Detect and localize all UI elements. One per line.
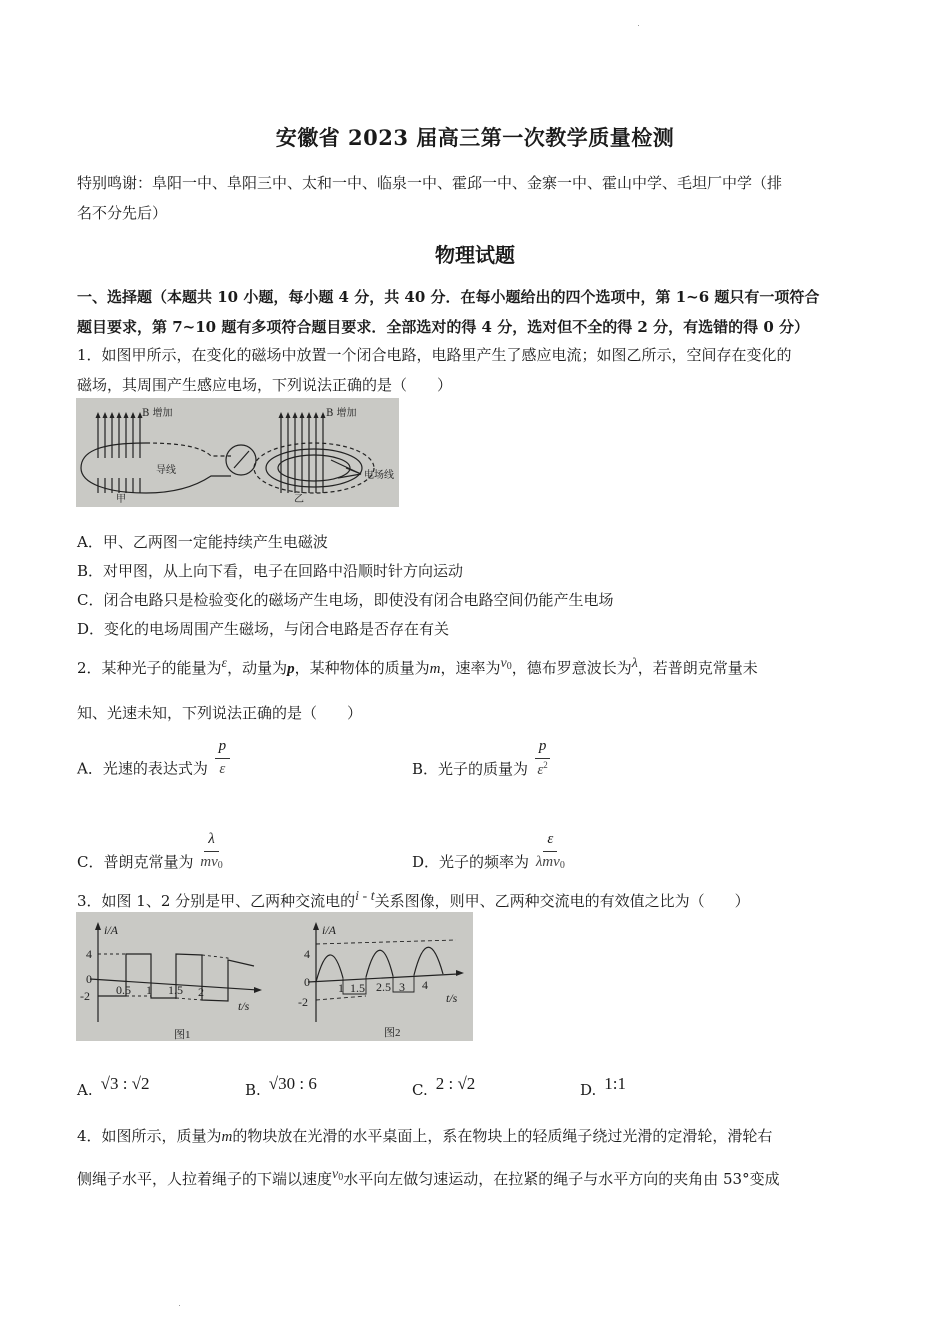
fig1-xtick: 1.5: [168, 983, 183, 997]
exam-title: 安徽省 2023 届高三第一次教学质量检测: [275, 125, 675, 150]
fig1-ytick: 4: [86, 947, 92, 961]
q1-option-b: B．对甲图，从上向下看，电子在回路中沿顺时针方向运动: [77, 562, 464, 580]
q2-option-b: [412, 738, 550, 790]
option-label: B.: [245, 1081, 261, 1099]
q3-stem: [77, 889, 750, 911]
option-label: C.: [412, 1081, 428, 1099]
q3-figure: [76, 912, 473, 1041]
q2-text: ，速率为: [440, 659, 501, 677]
option-label: A.: [77, 1081, 93, 1099]
fig2-xlabel: t/s: [446, 991, 458, 1005]
numerator: ε: [543, 831, 557, 852]
v0-subscript: 0: [506, 661, 512, 672]
fraction: [535, 738, 551, 778]
q2-text: ，某种物体的质量为: [294, 659, 430, 677]
q4-text: 水平向左做匀速运动，在拉紧的绳子与水平方向的夹角由 53°变成: [343, 1170, 780, 1188]
q3-text: 关系图像，则甲、乙两种交流电的有效值之比为（ ）: [374, 892, 750, 910]
option-label: B．光子的质量为: [412, 760, 529, 778]
fraction: [215, 738, 231, 777]
q2-option-d: [412, 831, 565, 883]
numerator: p: [535, 738, 551, 759]
fig1-xlabel: t/s: [238, 999, 250, 1013]
option-value: √3 : √2: [100, 1074, 150, 1093]
option-label: A．光速的表达式为: [77, 759, 208, 778]
fig2-ytick: 0: [304, 975, 310, 989]
fig1-xtick: 1: [146, 983, 152, 997]
denominator: [537, 759, 547, 779]
option-label: D.: [580, 1081, 597, 1099]
v0-subscript: 0: [338, 1172, 344, 1183]
fig2-xtick: 1: [338, 981, 344, 995]
fig2-ytick: 4: [304, 947, 310, 961]
fig-wire-label: 导线: [156, 465, 176, 476]
q2-stem-line-1: [77, 656, 758, 678]
q2-stem-line-2: 知、光速未知，下列说法正确的是（ ）: [77, 704, 363, 722]
fig2-xtick: 1.5: [350, 981, 365, 995]
page-mark-bottom: [179, 1305, 180, 1306]
section-instructions-line-1: 一、选择题（本题共 10 小题，每小题 4 分，共 40 分．在每小题给出的四个选项中，第 1~6 题只有一项符合: [77, 288, 820, 306]
i-t-symbol: i - t: [355, 889, 375, 904]
epsilon-symbol: ε: [221, 656, 228, 671]
p-symbol: p: [287, 661, 295, 677]
q1-figure: [76, 398, 399, 507]
lambda-symbol: λ: [631, 656, 638, 671]
q2-option-a: [77, 738, 230, 789]
denominator-subscript: 0: [217, 859, 223, 871]
q1-option-a: A．甲、乙两图一定能持续产生电磁波: [77, 533, 328, 551]
q2-text: 2．某种光子的能量为: [77, 659, 222, 677]
denominator-subscript: 0: [559, 859, 565, 871]
denominator-base: λmv: [535, 853, 560, 870]
q1-option-c: C．闭合电路只是检验变化的磁场产生电场，即使没有闭合电路空间仍能产生电场: [77, 591, 614, 609]
fig2-ytick: -2: [298, 995, 308, 1009]
fig-yi-B-label: B 增加: [326, 408, 357, 419]
q4-text: 的物块放在光滑的水平桌面上，系在物块上的轻质绳子绕过光滑的定滑轮，滑轮右: [232, 1127, 773, 1145]
q4-stem-line-1: [77, 1125, 772, 1146]
q3-option-b: [245, 1074, 317, 1100]
acknowledgement-line-2: 名不分先后）: [77, 204, 168, 222]
fig-jia-caption: 甲: [116, 494, 126, 505]
denominator-base: ε: [537, 761, 544, 778]
fig-jia-B-label: B 增加: [142, 408, 173, 419]
q1-stem-line-1: 1．如图甲所示，在变化的磁场中放置一个闭合电路，电路里产生了感应电流；如图乙所示，空间存在变化的: [77, 346, 792, 364]
fig2-caption: 图2: [384, 1027, 401, 1039]
option-label: C．普朗克常量为: [77, 852, 194, 871]
acknowledgement-line-1: 特别鸣谢：阜阳一中、阜阳三中、太和一中、临泉一中、霍邱一中、金寨一中、霍山中学、毛坦厂中学（排: [77, 174, 783, 192]
denominator: [200, 852, 223, 871]
fraction: [536, 831, 565, 871]
fig1-xtick: 0.5: [116, 983, 131, 997]
fig-yi-caption: 乙: [294, 494, 304, 505]
fraction: [200, 831, 223, 871]
fig-field-line-label: 电场线: [364, 470, 394, 481]
page-mark-top: [638, 25, 639, 26]
q3-option-d: [580, 1074, 626, 1100]
q1-stem-line-2: 磁场，其周围产生感应电场，下列说法正确的是（ ）: [77, 376, 453, 394]
fig1-ytick: 0: [86, 972, 92, 986]
fig1-xtick: 2: [198, 985, 204, 999]
denominator: ε: [219, 760, 226, 777]
option-label: D．光子的频率为: [412, 852, 530, 871]
v0-symbol: v: [332, 1167, 339, 1182]
numerator: λ: [204, 831, 219, 852]
fig1-ytick: -2: [80, 989, 90, 1003]
section-instructions-line-2: 题目要求，第 7~10 题有多项符合题目要求．全部选对的得 4 分，选对但不全的得 2 分，有选错的得 0 分）: [77, 318, 809, 336]
q2-option-c: [77, 831, 223, 883]
fig2-xtick: 4: [422, 978, 428, 992]
m-symbol: m: [429, 661, 441, 677]
v0-symbol: v: [500, 656, 507, 671]
q4-stem-line-2: [77, 1167, 780, 1189]
fig1-ylabel: i/A: [104, 923, 118, 937]
induction-diagram: [76, 398, 399, 507]
q1-option-d: D．变化的电场周围产生磁场，与闭合电路是否存在有关: [77, 620, 450, 638]
ac-current-graphs: [76, 912, 473, 1041]
q3-option-a: [77, 1074, 150, 1100]
fig2-ylabel: i/A: [322, 923, 336, 937]
fig1-caption: 图1: [174, 1029, 191, 1041]
option-value: 2 : √2: [435, 1074, 476, 1093]
option-value: √30 : 6: [268, 1074, 317, 1093]
q2-text: ，德布罗意波长为: [511, 659, 632, 677]
fig2-xtick: 3: [399, 980, 405, 994]
fig2-xtick: 2.5: [376, 980, 391, 994]
subject-title: 物理试题: [435, 243, 515, 267]
q3-text: 3．如图 1、2 分别是甲、乙两种交流电的: [77, 892, 356, 910]
option-value: 1:1: [604, 1074, 626, 1093]
denominator: [536, 852, 565, 871]
denominator-base: mv: [200, 853, 218, 870]
m-symbol: m: [221, 1129, 233, 1145]
q4-text: 4．如图所示，质量为: [77, 1127, 222, 1145]
denominator-exponent: 2: [543, 759, 548, 770]
q4-text: 侧绳子水平，人拉着绳子的下端以速度: [77, 1170, 333, 1188]
q2-text: ，动量为: [227, 659, 288, 677]
numerator: p: [215, 738, 231, 759]
q2-text: ，若普朗克常量未: [637, 659, 758, 677]
q3-option-c: [412, 1074, 476, 1100]
